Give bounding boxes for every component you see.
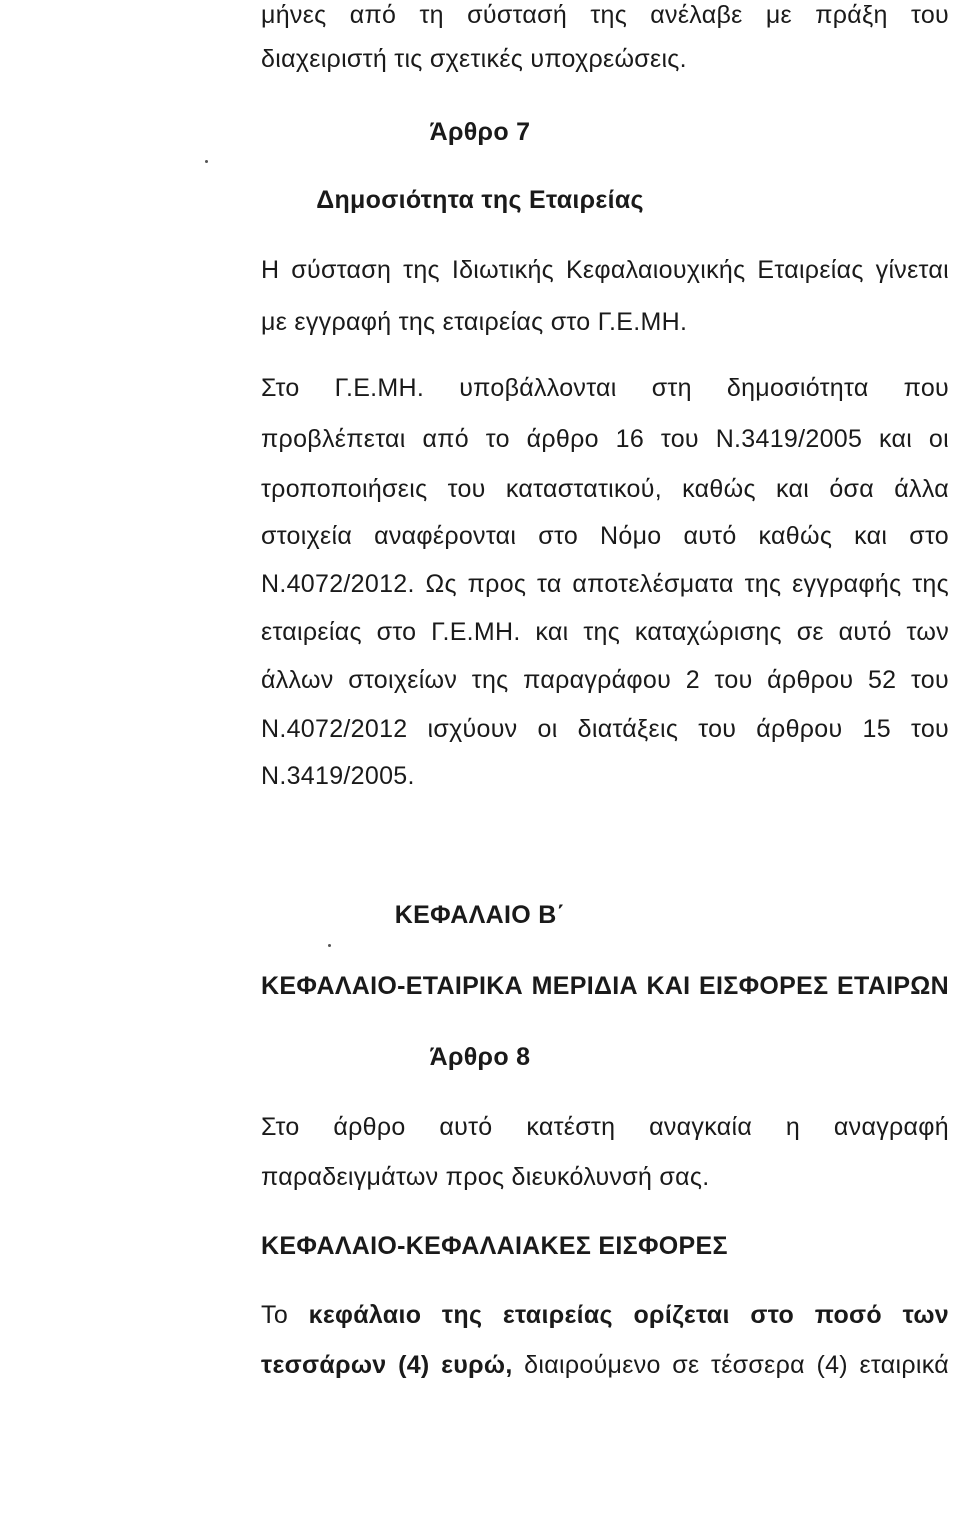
- text-run: διαιρούμενο σε τέσσερα (4) εταιρικά: [512, 1351, 949, 1379]
- body-text-line: τροποποιήσεις του καταστατικού, καθώς και όσα άλλα: [261, 475, 949, 503]
- scan-speck: [328, 944, 331, 947]
- body-text-line: με εγγραφή της εταιρείας στο Γ.Ε.ΜΗ.: [261, 308, 688, 336]
- article-8-title: Άρθρο 8: [429, 1043, 531, 1071]
- body-text-line: στοιχεία αναφέρονται στο Νόμο αυτό καθώς και στο: [261, 522, 949, 550]
- bold-text-run: τεσσάρων (4) ευρώ,: [261, 1351, 513, 1379]
- bold-text-run: κεφάλαιο της εταιρείας ορίζεται στο ποσό των: [308, 1301, 949, 1329]
- article-7-title: Άρθρο 7: [429, 118, 531, 146]
- capital-heading: ΚΕΦΑΛΑΙΟ-ΚΕΦΑΛΑΙΑΚΕΣ ΕΙΣΦΟΡΕΣ: [261, 1232, 728, 1260]
- body-text-line: προβλέπεται από το άρθρο 16 του Ν.3419/2005 και οι: [261, 425, 949, 453]
- body-text-line: Ν.3419/2005.: [261, 762, 415, 790]
- article-7-subtitle: Δημοσιότητα της Εταιρείας: [316, 186, 644, 214]
- body-text-line: μήνες από τη σύστασή της ανέλαβε με πράξη του: [261, 1, 949, 29]
- body-text-line: παραδειγμάτων προς διευκόλυνσή σας.: [261, 1163, 710, 1191]
- chapter-title: ΚΕΦΑΛΑΙΟ-ΕΤΑΙΡΙΚΑ ΜΕΡΙΔΙΑ ΚΑΙ ΕΙΣΦΟΡΕΣ ΕΤΑΙΡΩΝ: [261, 972, 949, 1000]
- chapter-heading: ΚΕΦΑΛΑΙΟ Β΄: [394, 901, 566, 929]
- body-text-line: Ν.4072/2012. Ως προς τα αποτελέσματα της εγγραφής της: [261, 570, 949, 598]
- body-text-line: Στο άρθρο αυτό κατέστη αναγκαία η αναγραφή: [261, 1113, 949, 1141]
- capital-text-line-2: [261, 1350, 949, 1380]
- body-text-line: Στο Γ.Ε.ΜΗ. υποβάλλονται στη δημοσιότητα που: [261, 374, 949, 402]
- body-text-line: άλλων στοιχείων της παραγράφου 2 του άρθρου 52 του: [261, 666, 949, 694]
- capital-text-line-1: [261, 1300, 949, 1330]
- body-text-line: Η σύσταση της Ιδιωτικής Κεφαλαιουχικής Εταιρείας γίνεται: [261, 256, 949, 284]
- body-text-line: διαχειριστή τις σχετικές υποχρεώσεις.: [261, 45, 687, 73]
- scan-speck: [205, 160, 208, 163]
- body-text-line: εταιρείας στο Γ.Ε.ΜΗ. και της καταχώρισης σε αυτό των: [261, 618, 949, 646]
- text-run: Το: [261, 1301, 309, 1329]
- body-text-line: Ν.4072/2012 ισχύουν οι διατάξεις του άρθρου 15 του: [261, 715, 949, 743]
